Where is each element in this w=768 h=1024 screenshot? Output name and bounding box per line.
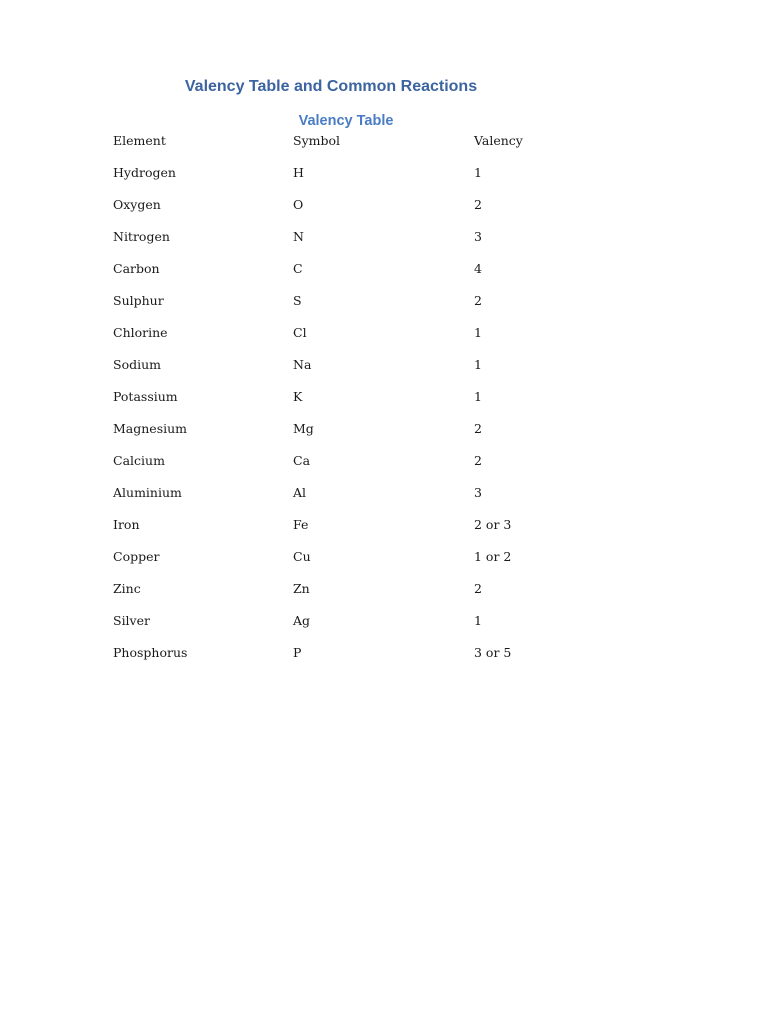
cell-symbol: S: [293, 293, 302, 308]
cell-valency: 1: [474, 165, 482, 180]
cell-valency: 1: [474, 357, 482, 372]
cell-element: Silver: [113, 613, 150, 628]
cell-valency: 3 or 5: [474, 645, 512, 660]
cell-element: Phosphorus: [113, 645, 188, 660]
header-valency: Valency: [474, 133, 523, 148]
cell-valency: 3: [474, 485, 482, 500]
table-body: [113, 164, 673, 676]
document-title: Valency Table and Common Reactions: [184, 78, 478, 95]
table-row: [113, 644, 673, 676]
table-row: [113, 292, 673, 324]
cell-symbol: Na: [293, 357, 312, 372]
table-header-row: [113, 132, 673, 164]
cell-element: Magnesium: [113, 421, 188, 436]
cell-element: Hydrogen: [113, 165, 176, 180]
cell-element: Oxygen: [113, 197, 161, 212]
cell-valency: 3: [474, 229, 482, 244]
cell-element: Iron: [113, 517, 140, 532]
table-row: [113, 164, 673, 196]
cell-element: Calcium: [113, 453, 165, 468]
table-row: [113, 548, 673, 580]
cell-symbol: K: [293, 389, 303, 404]
cell-symbol: Cl: [293, 325, 307, 340]
cell-symbol: Al: [293, 485, 307, 500]
cell-symbol: N: [293, 229, 304, 244]
cell-element: Carbon: [113, 261, 160, 276]
cell-valency: 2: [474, 581, 482, 596]
section-title: Valency Table: [298, 113, 394, 129]
cell-valency: 1: [474, 389, 482, 404]
cell-element: Sodium: [113, 357, 161, 372]
cell-symbol: Cu: [293, 549, 311, 564]
table-row: [113, 196, 673, 228]
cell-element: Nitrogen: [113, 229, 170, 244]
table-row: [113, 612, 673, 644]
cell-symbol: P: [293, 645, 302, 660]
cell-symbol: H: [293, 165, 304, 180]
table-row: [113, 228, 673, 260]
cell-symbol: Ag: [293, 613, 311, 628]
cell-valency: 2: [474, 293, 482, 308]
cell-symbol: Ca: [293, 453, 311, 468]
cell-valency: 1: [474, 613, 482, 628]
table-row: [113, 388, 673, 420]
cell-valency: 2: [474, 197, 482, 212]
table-row: [113, 516, 673, 548]
header-element: Element: [113, 133, 166, 148]
cell-element: Sulphur: [113, 293, 164, 308]
table-row: [113, 324, 673, 356]
cell-valency: 2 or 3: [474, 517, 512, 532]
cell-element: Aluminium: [113, 485, 182, 500]
table-row: [113, 420, 673, 452]
cell-symbol: C: [293, 261, 303, 276]
table-row: [113, 452, 673, 484]
cell-element: Zinc: [113, 581, 141, 596]
cell-valency: 2: [474, 453, 482, 468]
table-row: [113, 484, 673, 516]
cell-symbol: Zn: [293, 581, 310, 596]
cell-element: Chlorine: [113, 325, 168, 340]
cell-element: Potassium: [113, 389, 178, 404]
table-row: [113, 356, 673, 388]
cell-element: Copper: [113, 549, 160, 564]
cell-symbol: Fe: [293, 517, 309, 532]
cell-valency: 1: [474, 325, 482, 340]
header-symbol: Symbol: [293, 133, 341, 148]
valency-table: [113, 132, 673, 676]
cell-valency: 2: [474, 421, 482, 436]
cell-valency: 1 or 2: [474, 549, 512, 564]
table-row: [113, 260, 673, 292]
cell-symbol: Mg: [293, 421, 314, 436]
table-row: [113, 580, 673, 612]
cell-valency: 4: [474, 261, 482, 276]
cell-symbol: O: [293, 197, 304, 212]
